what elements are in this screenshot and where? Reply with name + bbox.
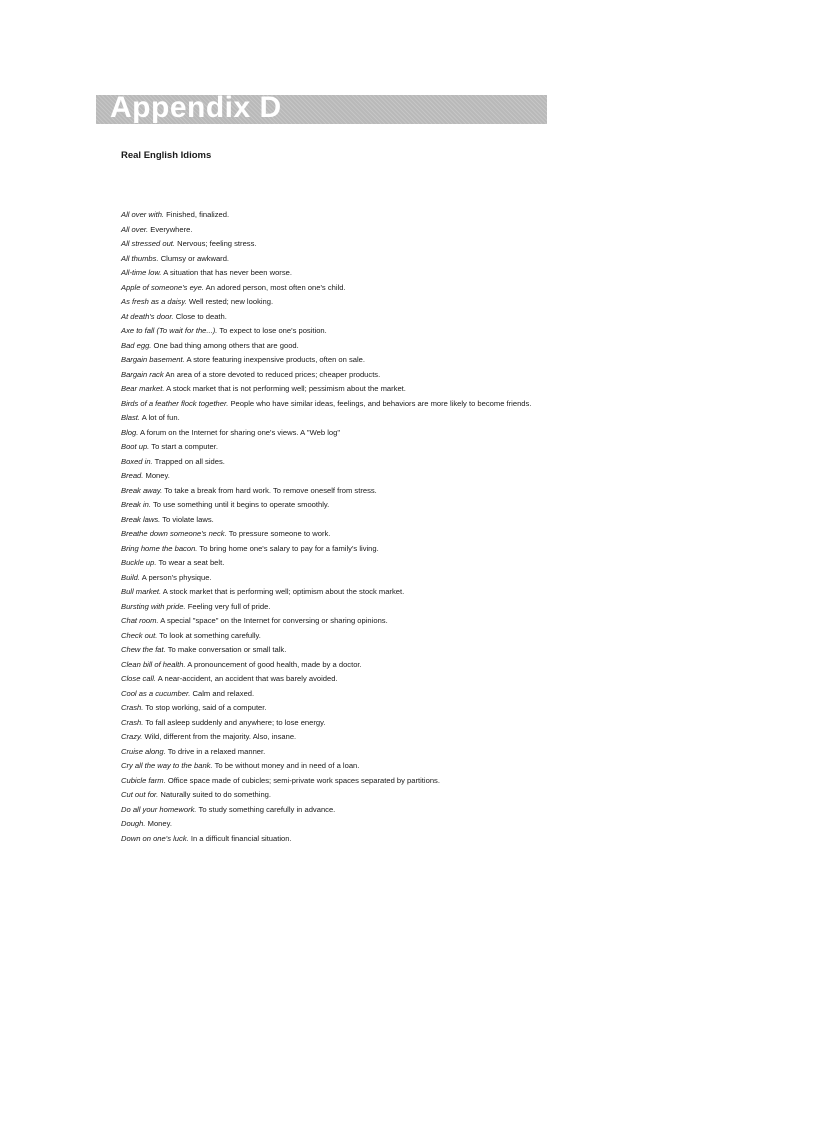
- idiom-term: Clean bill of health.: [121, 659, 186, 669]
- idiom-definition: To violate laws.: [162, 514, 214, 524]
- idiom-entry: [121, 484, 551, 499]
- idiom-definition: Well rested; new looking.: [188, 297, 274, 306]
- idiom-entry: [121, 716, 551, 731]
- idiom-term: Crazy.: [121, 732, 143, 741]
- idiom-definition: To fall asleep suddenly and anywhere; to lose energy.: [145, 717, 326, 727]
- idiom-definition: An adored person, most often one's child.: [205, 282, 346, 292]
- idiom-entry: [121, 817, 551, 832]
- idiom-definition: A forum on the Internet for sharing one's views. A "Web log": [140, 427, 341, 437]
- idiom-entry: [121, 629, 551, 644]
- idiom-definition: Finished, finalized.: [166, 210, 230, 219]
- idiom-term: Cool as a cucumber.: [121, 688, 191, 698]
- idiom-definition: Nervous; feeling stress.: [177, 239, 257, 248]
- idiom-term: Do all your homework.: [121, 804, 197, 814]
- idiom-term: Bear market.: [121, 384, 165, 393]
- idiom-entry: [121, 353, 551, 368]
- idiom-term: All over with.: [121, 210, 165, 219]
- idiom-list: [121, 208, 551, 846]
- idiom-entry: [121, 281, 551, 296]
- idiom-term: As fresh as a daisy.: [121, 297, 187, 306]
- idiom-term: Cry all the way to the bank.: [121, 761, 213, 770]
- idiom-definition: To stop working, said of a computer.: [145, 703, 267, 712]
- idiom-entry: [121, 513, 551, 528]
- idiom-definition: To pressure someone to work.: [228, 529, 331, 538]
- idiom-entry: [121, 803, 551, 818]
- idiom-definition: In a difficult financial situation.: [190, 833, 292, 843]
- page-title: Appendix D: [110, 91, 282, 124]
- idiom-term: Chat room.: [121, 616, 159, 625]
- idiom-entry: [121, 614, 551, 629]
- idiom-entry: [121, 208, 551, 223]
- idiom-definition: A special "space" on the Internet for conversing or sharing opinions.: [160, 616, 388, 625]
- idiom-term: Breathe down someone's neck.: [121, 529, 227, 538]
- idiom-definition: Everywhere.: [150, 224, 193, 234]
- idiom-term: Break laws.: [121, 514, 161, 524]
- section-subtitle: Real English Idioms: [121, 150, 212, 161]
- idiom-term: Boot up.: [121, 442, 150, 451]
- idiom-definition: To start a computer.: [151, 442, 218, 451]
- idiom-entry: [121, 556, 551, 571]
- idiom-definition: A lot of fun.: [141, 413, 180, 422]
- idiom-definition: To use something until it begins to operate smoothly.: [152, 500, 330, 509]
- idiom-definition: Clumsy or awkward.: [160, 253, 230, 263]
- idiom-entry: [121, 571, 551, 586]
- idiom-entry: [121, 252, 551, 267]
- idiom-definition: Naturally suited to do something.: [160, 790, 272, 799]
- idiom-term: Bargain basement.: [121, 355, 185, 364]
- idiom-definition: A stock market that is not performing well; pessimism about the market.: [166, 384, 406, 393]
- idiom-term: Buckle up.: [121, 558, 157, 567]
- idiom-entry: [121, 658, 551, 673]
- idiom-entry: [121, 730, 551, 745]
- idiom-entry: [121, 397, 549, 412]
- idiom-term: Crash.: [121, 717, 144, 727]
- idiom-definition: To make conversation or small talk.: [167, 645, 287, 654]
- idiom-entry: [121, 426, 551, 441]
- idiom-definition: Close to death.: [175, 311, 227, 321]
- idiom-term: Cut out for.: [121, 790, 159, 799]
- idiom-entry: [121, 469, 551, 484]
- idiom-definition: Office space made of cubicles; semi-private work spaces separated by partitions.: [167, 775, 440, 785]
- idiom-entry: [121, 310, 551, 325]
- idiom-term: Axe to fall (To wait for the...).: [121, 326, 218, 335]
- idiom-term: Check out.: [121, 630, 158, 640]
- idiom-definition: A stock market that is performing well; optimism about the stock market.: [162, 587, 405, 596]
- idiom-entry: [121, 339, 551, 354]
- idiom-definition: One bad thing among others that are good.: [153, 340, 299, 350]
- idiom-definition: Feeling very full of pride.: [187, 601, 271, 611]
- idiom-definition: A pronouncement of good health, made by a doctor.: [187, 659, 362, 669]
- idiom-entry: [121, 527, 551, 542]
- idiom-term: Blog.: [121, 427, 139, 437]
- idiom-definition: Calm and relaxed.: [192, 688, 255, 698]
- idiom-term: Cruise along.: [121, 746, 166, 756]
- idiom-definition: Money.: [147, 819, 172, 828]
- idiom-definition: To wear a seat belt.: [158, 558, 225, 567]
- idiom-term: Bargain rack: [121, 369, 164, 379]
- idiom-definition: To take a break from hard work. To remove oneself from stress.: [164, 485, 377, 495]
- idiom-entry: [121, 701, 551, 716]
- idiom-term: Birds of a feather flock together.: [121, 398, 229, 408]
- idiom-entry: [121, 295, 551, 310]
- idiom-term: Close call.: [121, 674, 157, 683]
- idiom-term: Break in.: [121, 500, 151, 509]
- idiom-definition: To expect to lose one's position.: [219, 326, 327, 335]
- idiom-term: Break away.: [121, 485, 163, 495]
- idiom-term: Bull market.: [121, 587, 162, 596]
- idiom-term: Dough.: [121, 819, 146, 828]
- idiom-term: Apple of someone's eye.: [121, 282, 204, 292]
- idiom-entry: [121, 600, 551, 615]
- idiom-entry: [121, 324, 551, 339]
- idiom-term: Build.: [121, 572, 140, 582]
- idiom-term: Chew the fat.: [121, 645, 166, 654]
- idiom-entry: [121, 585, 551, 600]
- idiom-term: Down on one's luck.: [121, 833, 189, 843]
- idiom-term: Crash.: [121, 703, 144, 712]
- appendix-banner: [96, 91, 547, 124]
- idiom-term: At death's door.: [121, 311, 174, 321]
- idiom-term: Boxed in.: [121, 456, 153, 466]
- idiom-entry: [121, 266, 551, 281]
- idiom-entry: [121, 237, 551, 252]
- idiom-definition: A person's physique.: [141, 572, 212, 582]
- idiom-definition: People who have similar ideas, feelings, and behaviors are more likely to become friends.: [230, 398, 532, 408]
- idiom-entry: [121, 643, 551, 658]
- idiom-entry: [121, 774, 551, 789]
- idiom-term: Bread.: [121, 471, 144, 480]
- idiom-entry: [121, 788, 551, 803]
- idiom-definition: To look at something carefully.: [159, 630, 261, 640]
- idiom-definition: To study something carefully in advance.: [198, 804, 336, 814]
- idiom-definition: Wild, different from the majority. Also, insane.: [144, 732, 297, 741]
- idiom-definition: Money.: [145, 471, 170, 480]
- idiom-entry: [121, 498, 551, 513]
- idiom-entry: [121, 759, 551, 774]
- idiom-entry: [121, 440, 551, 455]
- idiom-entry: [121, 687, 551, 702]
- idiom-definition: An area of a store devoted to reduced prices; cheaper products.: [165, 369, 381, 379]
- idiom-term: All thumbs.: [121, 253, 159, 263]
- idiom-definition: To drive in a relaxed manner.: [167, 746, 266, 756]
- idiom-term: Blast.: [121, 413, 140, 422]
- idiom-definition: To be without money and in need of a loan.: [214, 761, 360, 770]
- idiom-term: All-time low.: [121, 268, 162, 277]
- idiom-entry: [121, 745, 551, 760]
- idiom-term: All over.: [121, 224, 149, 234]
- idiom-entry: [121, 672, 551, 687]
- idiom-term: Bad egg.: [121, 340, 152, 350]
- idiom-term: Bursting with pride.: [121, 601, 186, 611]
- idiom-definition: A store featuring inexpensive products, often on sale.: [186, 355, 366, 364]
- idiom-entry: [121, 455, 551, 470]
- idiom-entry: [121, 832, 551, 847]
- idiom-term: Cubicle farm.: [121, 775, 166, 785]
- idiom-entry: [121, 368, 551, 383]
- idiom-entry: [121, 382, 551, 397]
- idiom-definition: A situation that has never been worse.: [163, 268, 292, 277]
- idiom-term: Bring home the bacon.: [121, 543, 198, 553]
- idiom-entry: [121, 223, 551, 238]
- idiom-definition: To bring home one's salary to pay for a family's living.: [199, 543, 379, 553]
- idiom-definition: A near-accident, an accident that was barely avoided.: [157, 674, 338, 683]
- idiom-entry: [121, 542, 551, 557]
- idiom-entry: [121, 411, 551, 426]
- idiom-term: All stressed out.: [121, 239, 176, 248]
- idiom-definition: Trapped on all sides.: [154, 456, 225, 466]
